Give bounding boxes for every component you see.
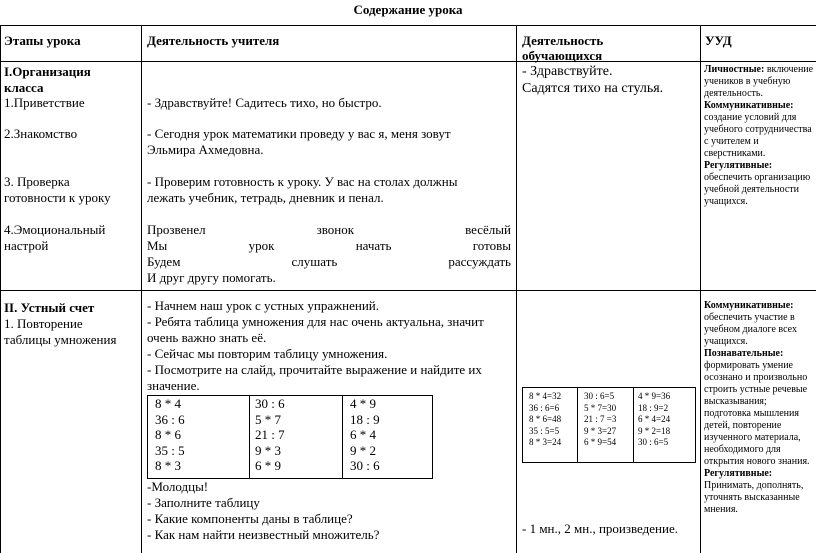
col-border-3 <box>700 25 701 553</box>
mult-table-col-1: 8 * 4 36 : 6 8 * 6 35 : 5 8 * 3 <box>155 396 185 473</box>
teacher-poem <box>147 222 511 286</box>
student-response-1: - Здравствуйте. Садятся тихо на стулья. <box>522 64 664 96</box>
table-top-border <box>0 25 816 26</box>
answers-col-1: 8 * 4=32 36 : 6=6 8 * 6=48 35 : 5=5 8 * 3=24 <box>529 391 562 447</box>
row-divider <box>0 290 816 291</box>
stage-2-title: II. Устный счет <box>4 300 95 315</box>
answers-table <box>522 387 696 463</box>
mult-table-col-2: 30 : 6 5 * 7 21 : 7 9 * 3 6 * 9 <box>255 396 285 473</box>
teacher-oral-instructions: - Начнем наш урок с устных упражнений. - Ребята таблица умножения для нас очень актуальна, значит очень важно знать её. - Сейчас мы повторим таблицу умножения. - Посмотрите на слайд, прочитайте выражение и найдите их значение. <box>147 298 484 393</box>
stage-1-title: I.Организация класса <box>4 64 91 95</box>
teacher-intro: - Сегодня урок математики проведу у вас я, меня зовут Эльмира Ахмедовна. <box>147 126 451 157</box>
uud-row-1: Личностные: включение учеников в учебную деятельность. Коммуникативные: создание условий для учебного сотрудничества с учителем и сверстниками. Регулятивные: обеспечить организацию учебной деятельности учащихся. <box>704 64 814 207</box>
multiplication-table <box>147 395 433 479</box>
poem-line-3: Будем слушать рассуждать <box>147 254 511 269</box>
header-uud: УУД <box>705 33 732 48</box>
stage-1-sub-check: 3. Проверка готовности к уроку <box>4 174 111 205</box>
stage-1-sub-greeting: 1.Приветствие <box>4 95 85 110</box>
stage-2-sub: 1. Повторение таблицы умножения <box>4 316 117 347</box>
answers-col-2: 30 : 6=5 5 * 7=30 21 : 7 =3 9 * 3=27 6 * 9=54 <box>584 391 617 447</box>
teacher-after-table: -Молодцы! - Заполните таблицу - Какие компоненты даны в таблице? - Как нам найти неизвестный множитель? <box>147 479 380 542</box>
header-teacher: Деятельность учителя <box>147 33 280 48</box>
answers-col-3: 4 * 9=36 18 : 9=2 6 * 4=24 9 * 2=18 30 : 6=5 <box>638 391 671 447</box>
teacher-greeting: - Здравствуйте! Садитесь тихо, но быстро. <box>147 95 382 110</box>
header-stages: Этапы урока <box>4 33 81 48</box>
col-border-left <box>0 25 1 553</box>
col-border-1 <box>141 25 142 553</box>
uud-row-2: Коммуникативные: обеспечить участие в учебном диалоге всех учащихся. Познавательные: формировать умение осознано и произвольно строить устные речевые высказывания; подготовка мышления детей, повторение изученного материала, необходимого для открытия нового знания. Регулятивные: Принимать, дополнять, уточнять высказанные мнения. <box>704 300 810 515</box>
poem-line-4: И друг другу помогать. <box>147 270 276 285</box>
col-border-2 <box>516 25 517 553</box>
teacher-check: - Проверим готовность к уроку. У вас на столах должны лежать учебник, тетрадь, дневник и пенал. <box>147 174 458 205</box>
stage-1-sub-intro: 2.Знакомство <box>4 126 78 141</box>
stage-1-sub-mood: 4.Эмоциональный настрой <box>4 222 106 253</box>
header-divider <box>0 61 816 62</box>
page-title: Содержание урока <box>353 2 463 17</box>
mult-table-col-3: 4 * 9 18 : 9 6 * 4 9 * 2 30 : 6 <box>350 396 380 473</box>
header-students: Деятельность обучающихся <box>522 33 604 63</box>
poem-line-2: Мы урок начать готовы <box>147 238 511 253</box>
student-response-2: - 1 мн., 2 мн., произведение. <box>522 521 678 536</box>
poem-line-1: Прозвенел звонок весёлый <box>147 222 511 237</box>
